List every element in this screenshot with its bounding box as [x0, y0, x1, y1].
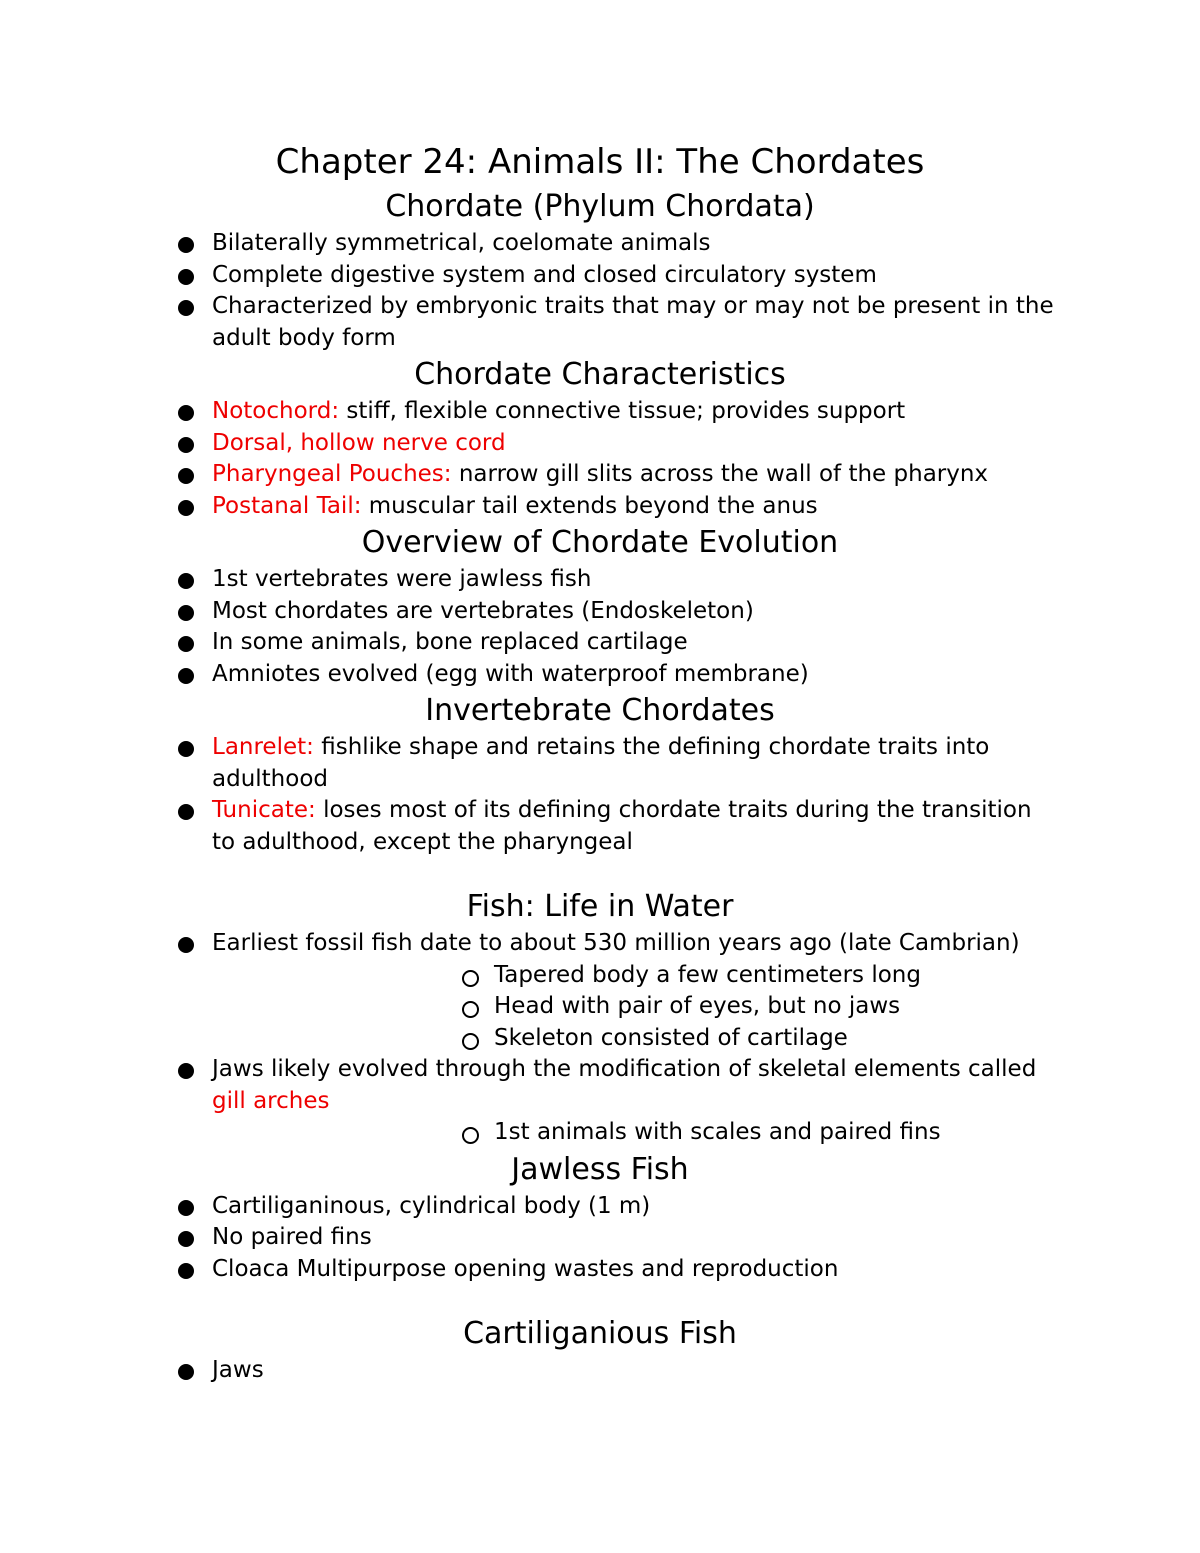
- hollow-bullet-icon: [462, 1001, 479, 1018]
- blank-line: [0, 858, 1200, 886]
- bullet-icon: [178, 741, 194, 757]
- list-item: [0, 659, 1200, 691]
- item-text: Jaws likely evolved through the modification of skeletal elements called: [212, 1056, 1037, 1082]
- term-label: Lanrelet:: [212, 734, 314, 760]
- sub-list-item: [212, 1023, 1060, 1055]
- section-heading: Chordate Characteristics: [414, 357, 786, 392]
- bullet-icon: [178, 636, 194, 652]
- document-body: [0, 186, 1200, 1387]
- bullet-list: [0, 1355, 1200, 1387]
- sub-item-text: 1st animals with scales and paired fins: [494, 1119, 941, 1145]
- hollow-bullet-icon: [462, 970, 479, 987]
- section-heading: Chordate (Phylum Chordata): [385, 189, 815, 224]
- bullet-icon: [178, 1364, 194, 1380]
- term-label: Pharyngeal Pouches:: [212, 461, 452, 487]
- sub-list-item: [212, 991, 1060, 1023]
- bullet-icon: [178, 573, 194, 589]
- item-text: loses most of its defining chordate traits during the transition to adulthood, except the pharyngeal: [212, 797, 1032, 855]
- sub-item-text: Head with pair of eyes, but no jaws: [494, 993, 901, 1019]
- bullet-icon: [178, 937, 194, 953]
- bullet-list: [0, 396, 1200, 522]
- bullet-icon: [178, 300, 194, 316]
- bullet-icon: [178, 1200, 194, 1216]
- bullet-icon: [178, 237, 194, 253]
- term-label: Dorsal, hollow nerve cord: [212, 429, 506, 456]
- bullet-icon: [178, 269, 194, 285]
- item-text: stiff, flexible connective tissue; provides support: [339, 398, 906, 424]
- list-item: [0, 228, 1200, 260]
- sub-bullet-list: [212, 1117, 1060, 1149]
- list-item: [0, 291, 1200, 354]
- list-item: [0, 1222, 1200, 1254]
- hollow-bullet-icon: [462, 1127, 479, 1144]
- bullet-icon: [178, 1231, 194, 1247]
- list-item: [0, 1054, 1200, 1149]
- bullet-icon: [178, 437, 194, 453]
- item-text: In some animals, bone replaced cartilage: [212, 629, 688, 655]
- blank-line: [0, 1285, 1200, 1313]
- sub-list-item: [212, 1117, 1060, 1149]
- list-item: [0, 396, 1200, 428]
- list-item: [0, 627, 1200, 659]
- list-item: [0, 1191, 1200, 1223]
- item-text: Complete digestive system and closed circulatory system: [212, 261, 877, 288]
- section-heading: Cartiliganious Fish: [463, 1316, 737, 1351]
- list-item: [0, 459, 1200, 491]
- section-heading: Fish: Life in Water: [466, 889, 734, 924]
- item-text: Cloaca Multipurpose opening wastes and reproduction: [212, 1255, 839, 1282]
- list-item: [0, 596, 1200, 628]
- item-text: Characterized by embryonic traits that may or may not be present in the adult body form: [212, 293, 1054, 351]
- bullet-icon: [178, 668, 194, 684]
- item-text: Jaws: [212, 1357, 264, 1383]
- bullet-icon: [178, 804, 194, 820]
- section-heading: Jawless Fish: [511, 1151, 689, 1187]
- section-heading: Overview of Chordate Evolution: [361, 525, 839, 560]
- bullet-list: [0, 1191, 1200, 1286]
- item-text: narrow gill slits across the wall of the pharynx: [451, 461, 989, 487]
- bullet-list: [0, 564, 1200, 690]
- term-label: Notochord:: [212, 398, 340, 424]
- bullet-icon: [178, 605, 194, 621]
- term-label: Tunicate:: [212, 797, 316, 823]
- term-label: Postanal Tail:: [212, 492, 362, 519]
- bullet-icon: [178, 405, 194, 421]
- section-heading: Invertebrate Chordates: [425, 693, 775, 728]
- item-text: No paired fins: [212, 1224, 372, 1250]
- bullet-list: [0, 928, 1200, 1149]
- list-item: [0, 1355, 1200, 1387]
- item-text: Bilaterally symmetrical, coelomate animals: [212, 230, 711, 256]
- sub-item-text: Tapered body a few centimeters long: [494, 961, 921, 988]
- bullet-icon: [178, 500, 194, 516]
- list-item: [0, 1254, 1200, 1286]
- item-text: Earliest fossil fish date to about 530 million years ago (late Cambrian): [212, 930, 1020, 956]
- item-text: Most chordates are vertebrates (Endoskeleton): [212, 597, 754, 624]
- list-item: [0, 564, 1200, 596]
- sub-item-text: Skeleton consisted of cartilage: [494, 1024, 848, 1051]
- list-item: [0, 491, 1200, 523]
- sub-bullet-list: [212, 960, 1060, 1055]
- item-text: Amniotes evolved (egg with waterproof membrane): [212, 660, 809, 687]
- bullet-list: [0, 228, 1200, 354]
- hollow-bullet-icon: [462, 1033, 479, 1050]
- item-text: 1st vertebrates were jawless fish: [212, 566, 592, 592]
- item-text: fishlike shape and retains the defining chordate traits into adulthood: [212, 734, 990, 792]
- item-text: muscular tail extends beyond the anus: [361, 492, 818, 519]
- item-text: Cartiliganinous, cylindrical body (1 m): [212, 1192, 651, 1219]
- list-item: [0, 928, 1200, 1054]
- bullet-icon: [178, 1263, 194, 1279]
- term-label: gill arches: [212, 1087, 330, 1114]
- page-title: Chapter 24: Animals II: The Chordates: [275, 142, 925, 182]
- list-item: [0, 428, 1200, 460]
- list-item: [0, 260, 1200, 292]
- sub-list-item: [212, 960, 1060, 992]
- list-item: [0, 795, 1200, 858]
- bullet-list: [0, 732, 1200, 858]
- list-item: [0, 732, 1200, 795]
- bullet-icon: [178, 468, 194, 484]
- bullet-icon: [178, 1063, 194, 1079]
